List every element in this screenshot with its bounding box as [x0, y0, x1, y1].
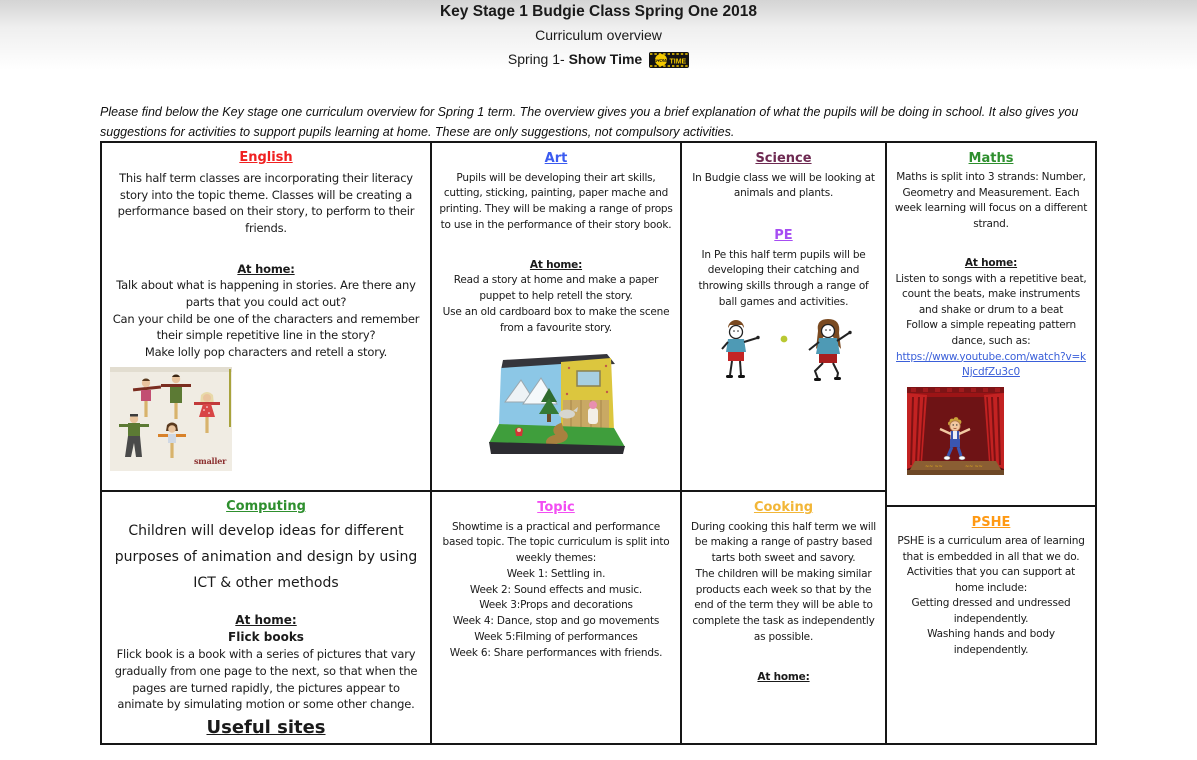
maths-at-home-label: At home: — [964, 257, 1018, 270]
page-subtitle: Curriculum overview — [535, 26, 662, 43]
maths-heading: Maths — [968, 151, 1014, 166]
topic-intro: Showtime is a practical and performance based topic. The topic curriculum is split into weekly themes: — [442, 520, 670, 564]
cooking-heading: Cooking — [753, 500, 814, 515]
english-paragraph-1: This half term classes are incorporating their literacy story into the topic theme. Classes will be creating a performance based on their story, to perform to their friends. — [117, 170, 415, 235]
topic-week-3: Week 3:Props and decorations — [479, 599, 633, 612]
table-column-1 — [102, 143, 432, 743]
lolly-pop-characters-photo — [110, 367, 232, 471]
science-heading: Science — [755, 151, 812, 166]
svg-text:~~ ~~: ~~ ~~ — [965, 463, 983, 470]
maths-cell — [887, 143, 1095, 507]
english-at-home-label: At home: — [237, 261, 295, 276]
english-cell — [102, 143, 430, 492]
pshe-paragraph-2: Activities that you can support at home include: — [906, 566, 1076, 594]
showtime-logo-icon — [649, 52, 689, 68]
stage-dance-clipart — [907, 387, 1004, 475]
maths-paragraph-2: Listen to songs with a repetitive beat, count the beats, make instruments and shake or drum to a beat — [895, 272, 1087, 316]
page-title: Key Stage 1 Budgie Class Spring One 2018 — [439, 3, 757, 20]
computing-subheading: Flick books — [228, 629, 304, 644]
term-line — [0, 51, 1197, 68]
table-column-2 — [432, 143, 682, 743]
table-column-3 — [682, 143, 887, 743]
computing-heading: Computing — [226, 499, 306, 514]
maths-paragraph-1: Maths is split into 3 strands: Number, Geometry and Measurement. Each week learning will focus on a different strand. — [894, 171, 1088, 230]
art-paragraph-1: Pupils will be developing their art skills, cutting, sticking, painting, paper mache and printing. They will be making a range of props to use in the performance of their story book. — [439, 171, 673, 231]
computing-paragraph-2: Flick book is a book with a series of pictures that vary gradually from one page to the next, so that when the pages are turned rapidly, the pictures appear to animate by simulating motion or some other change. — [114, 647, 418, 712]
science-paragraph-1: In Budgie class we will be looking at animals and plants. — [692, 171, 875, 200]
cooking-paragraph-1: During cooking this half term we will be making a range of pastry based tarts both sweet and savory. — [690, 520, 877, 564]
photo-watermark: smaller — [194, 455, 227, 466]
pshe-heading: PSHE — [971, 515, 1011, 530]
youtube-link[interactable]: https://www.youtube.com/watch?v=kNjcdfZu3c0 — [896, 350, 1086, 379]
svg-text:TIME: TIME — [669, 58, 687, 66]
english-paragraph-2: Talk about what is happening in stories. Are there any parts that you could act out? — [116, 278, 416, 309]
svg-text:~~ ~~: ~~ ~~ — [925, 463, 943, 470]
curriculum-table — [100, 141, 1097, 745]
table-column-4 — [887, 143, 1095, 743]
topic-week-4: Week 4: Dance, stop and go movements — [452, 615, 660, 627]
art-at-home-label: At home: — [529, 258, 583, 271]
pshe-cell — [887, 507, 1095, 743]
art-paragraph-3: Use an old cardboard box to make the scene from a favourite story. — [442, 305, 670, 334]
science-pe-cell — [682, 143, 885, 492]
cooking-cell — [682, 492, 885, 743]
cooking-at-home-label: At home: — [757, 670, 810, 683]
maths-paragraph-3: Follow a simple repeating pattern dance, such as: — [906, 319, 1076, 348]
art-paragraph-2: Read a story at home and make a paper puppet to help retell the story. — [453, 274, 659, 302]
topic-heading: Topic — [537, 500, 575, 515]
topic-cell — [432, 492, 680, 743]
computing-cell — [102, 492, 430, 743]
topic-week-6: Week 6: Share performances with friends. — [449, 646, 663, 659]
children-ball-game-clipart — [696, 319, 871, 383]
term-name: Show Time — [568, 50, 643, 67]
english-paragraph-3: Can your child be one of the characters and remember their simple repetitive line in the story? — [112, 311, 420, 343]
english-paragraph-4: Make lolly pop characters and retell a story. — [144, 344, 388, 359]
topic-week-5: Week 5:Filming of performances — [474, 630, 638, 643]
computing-at-home-label: At home: — [235, 612, 297, 627]
computing-paragraph-1: Children will develop ideas for different purposes of animation and design by using ICT & other methods — [114, 522, 418, 591]
story-box-diorama-photo — [475, 344, 637, 454]
pshe-paragraph-4: Washing hands and body independently. — [927, 628, 1055, 656]
cooking-paragraph-2: The children will be making similar products each week so that by the end of the term they will be able to complete the task as independently as possible. — [692, 567, 875, 643]
english-heading: English — [239, 150, 293, 165]
art-cell — [432, 143, 680, 492]
topic-week-list — [438, 567, 674, 662]
art-heading: Art — [544, 151, 568, 166]
pe-heading: PE — [774, 228, 793, 243]
intro-paragraph: Please find below the Key stage one curriculum overview for Spring 1 term. The overview gives you a brief explanation of what the pupils will be doing in school. It also gives you suggestions for activities to support pupils learning at home. These are only suggestions, not compulsory activities. — [100, 105, 1079, 140]
svg-text:SHOW: SHOW — [653, 57, 668, 63]
topic-week-1: Week 1: Settling in. — [506, 567, 606, 580]
pshe-paragraph-3: Getting dressed and undressed independently. — [911, 597, 1071, 625]
useful-sites-label: Useful sites — [206, 716, 326, 738]
pshe-paragraph-1: PSHE is a curriculum area of learning that is embedded in all that we do. — [897, 535, 1085, 563]
pe-paragraph-1: In Pe this half term pupils will be developing their catching and throwing skills through a range of ball games and activities. — [698, 248, 869, 308]
topic-week-2: Week 2: Sound effects and music. — [469, 583, 643, 596]
document-header — [0, 2, 1197, 68]
term-prefix: Spring 1- — [507, 50, 569, 67]
